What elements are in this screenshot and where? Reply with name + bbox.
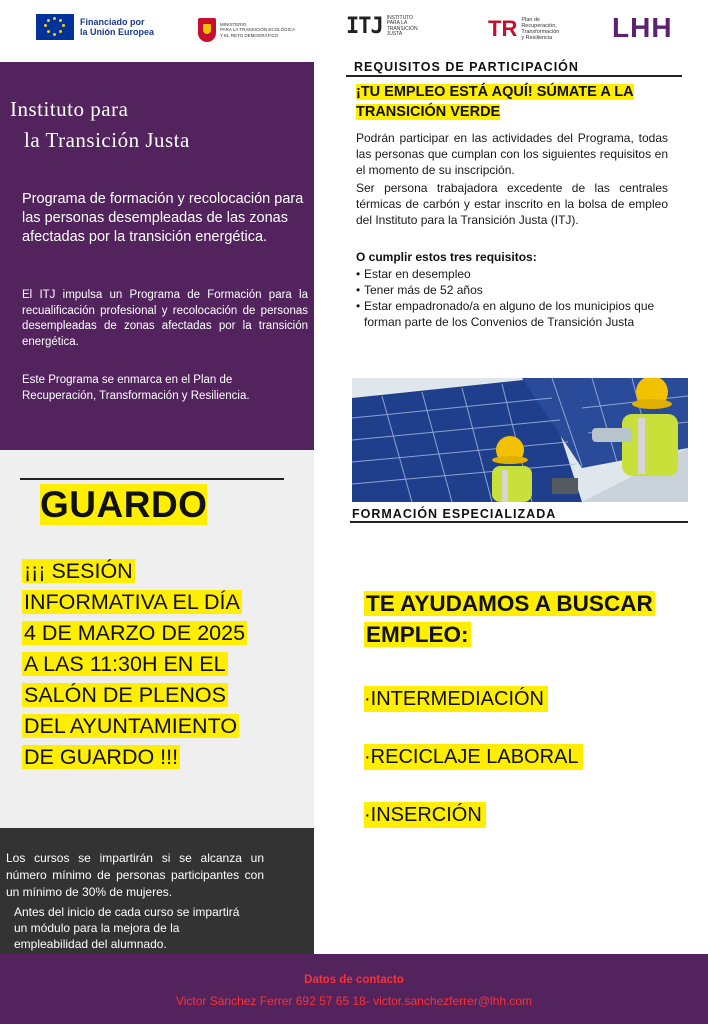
- prtr-mark: TR: [488, 16, 518, 41]
- prtr-text-line1: Plan de: [521, 17, 540, 23]
- event-divider: [20, 478, 284, 480]
- eu-text-line1: Financiado por: [80, 17, 145, 27]
- services-heading-line-1: TE AYUDAMOS A BUSCAR: [366, 591, 653, 616]
- service-insertion: [364, 804, 486, 827]
- service-intermediation: [364, 688, 548, 711]
- slogan-line-1: ¡TU EMPLEO ESTÁ AQUÍ! SÚMATE A LA: [356, 84, 634, 100]
- itj-text-line3: TRANSICIÓN: [386, 25, 418, 32]
- requirements-subheading: O cumplir estos tres requisitos:: [356, 250, 537, 264]
- list-item: • Tener más de 52 años: [356, 282, 656, 298]
- prtr-text-line3: Transformación: [521, 29, 560, 35]
- courses-note-panel: [0, 828, 314, 954]
- ministerio-logo: [198, 18, 312, 42]
- slogan-line-2: TRANSICIÓN VERDE: [356, 104, 501, 120]
- prtr-logo: [488, 16, 559, 42]
- eu-flag-icon: [36, 14, 74, 40]
- itj-text-line1: INSTITUTO: [386, 14, 414, 21]
- contact-details: Victor Sánchez Ferrer 692 57 65 18- victor.sanchezferrer@lhh.com: [175, 994, 533, 1008]
- ministerio-text-line1: MINISTERIO: [220, 21, 247, 27]
- program-description: El ITJ impulsa un Programa de Formación para la recualificación profesional y recolocación de personas desempleadas de zonas afectadas por la transición energética.: [22, 289, 308, 348]
- service-retraining: [364, 746, 583, 769]
- list-item: • Estar en desempleo: [356, 266, 656, 282]
- session-line-4: A LAS 11:30H EN EL: [24, 652, 226, 676]
- requirements-heading: REQUISITOS DE PARTICIPACIÓN: [354, 60, 579, 74]
- eu-text-line2: la Unión Europea: [80, 27, 155, 37]
- event-town: [40, 484, 207, 526]
- session-announcement: [22, 556, 312, 773]
- service-label: ·INSERCIÓN: [364, 802, 486, 828]
- program-framework: Este Programa se enmarca en el Plan de Recuperación, Transformación y Resiliencia.: [22, 374, 250, 402]
- training-divider: [350, 521, 688, 523]
- services-heading-line-2: EMPLEO:: [366, 622, 469, 647]
- employability-module: Antes del inicio de cada curso se impartirá un módulo para la mejora de la empleabilidad del alumnado.: [14, 905, 240, 951]
- session-line-3: 4 DE MARZO DE 2025: [24, 621, 246, 645]
- requirements-worker: Ser persona trabajadora excedente de las centrales térmicas de carbón y estar inscrito en la bolsa de empleo del Instituto para la Transición Justa (ITJ).: [356, 181, 668, 227]
- intro-panel: [0, 62, 314, 450]
- session-line-2: INFORMATIVA EL DÍA: [24, 590, 240, 614]
- list-item: • Estar empadronado/a en alguno de los municipios que forman parte de los Convenios de Transición Justa: [356, 298, 656, 330]
- institute-title-line1: Instituto para: [10, 97, 129, 121]
- requirements-divider: [346, 75, 682, 77]
- session-line-6: DEL AYUNTAMIENTO: [24, 714, 238, 738]
- service-label: ·INTERMEDIACIÓN: [364, 686, 548, 712]
- courses-condition: Los cursos se impartirán si se alcanza un número mínimo de personas participantes con un mínimo de 30% de mujeres.: [6, 851, 264, 899]
- itj-mark: ITJ: [346, 14, 383, 39]
- institute-title-line2: la Transición Justa: [24, 128, 190, 152]
- spain-shield-icon: [198, 18, 216, 42]
- services-heading: [364, 588, 704, 650]
- event-town-label: GUARDO: [40, 484, 208, 525]
- prtr-text-line4: y Resiliencia: [521, 35, 553, 41]
- contact-bar: [0, 954, 708, 1024]
- lhh-logo: LHH: [612, 12, 673, 43]
- itj-text-line2: PARA LA: [386, 20, 408, 26]
- session-line-5: SALÓN DE PLENOS: [24, 683, 226, 707]
- session-line-7: DE GUARDO !!!: [24, 745, 179, 769]
- requirements-intro: Podrán participar en las actividades del Programa, todas las personas que cumplan con los siguientes requisitos en el momento de su inscripción.: [356, 131, 668, 177]
- itj-logo: [346, 14, 418, 39]
- ministerio-text-line3: Y EL RETO DEMOGRÁFICO: [220, 32, 279, 38]
- logo-header: [0, 0, 708, 62]
- prtr-text-line2: Recuperación,: [521, 23, 557, 29]
- solar-workers-photo: [352, 378, 688, 502]
- solar-panel-illustration: [352, 378, 688, 502]
- institute-title: [10, 94, 190, 156]
- program-summary: Programa de formación y recolocación para las personas desempleadas de las zonas afectadas por la transición energética.: [22, 191, 304, 245]
- training-heading: FORMACIÓN ESPECIALIZADA: [352, 507, 557, 521]
- ministerio-text-line2: PARA LA TRANSICIÓN ECOLÓGICA: [220, 27, 296, 33]
- service-label: ·RECICLAJE LABORAL: [364, 744, 583, 770]
- session-line-1: ¡¡¡ SESIÓN: [24, 559, 133, 583]
- eu-logo: [36, 14, 154, 40]
- itj-text-line4: JUSTA: [386, 31, 403, 37]
- event-panel: [0, 450, 314, 828]
- contact-title: Datos de contacto: [304, 974, 404, 986]
- slogan: [356, 82, 696, 122]
- requirements-list: [356, 266, 656, 330]
